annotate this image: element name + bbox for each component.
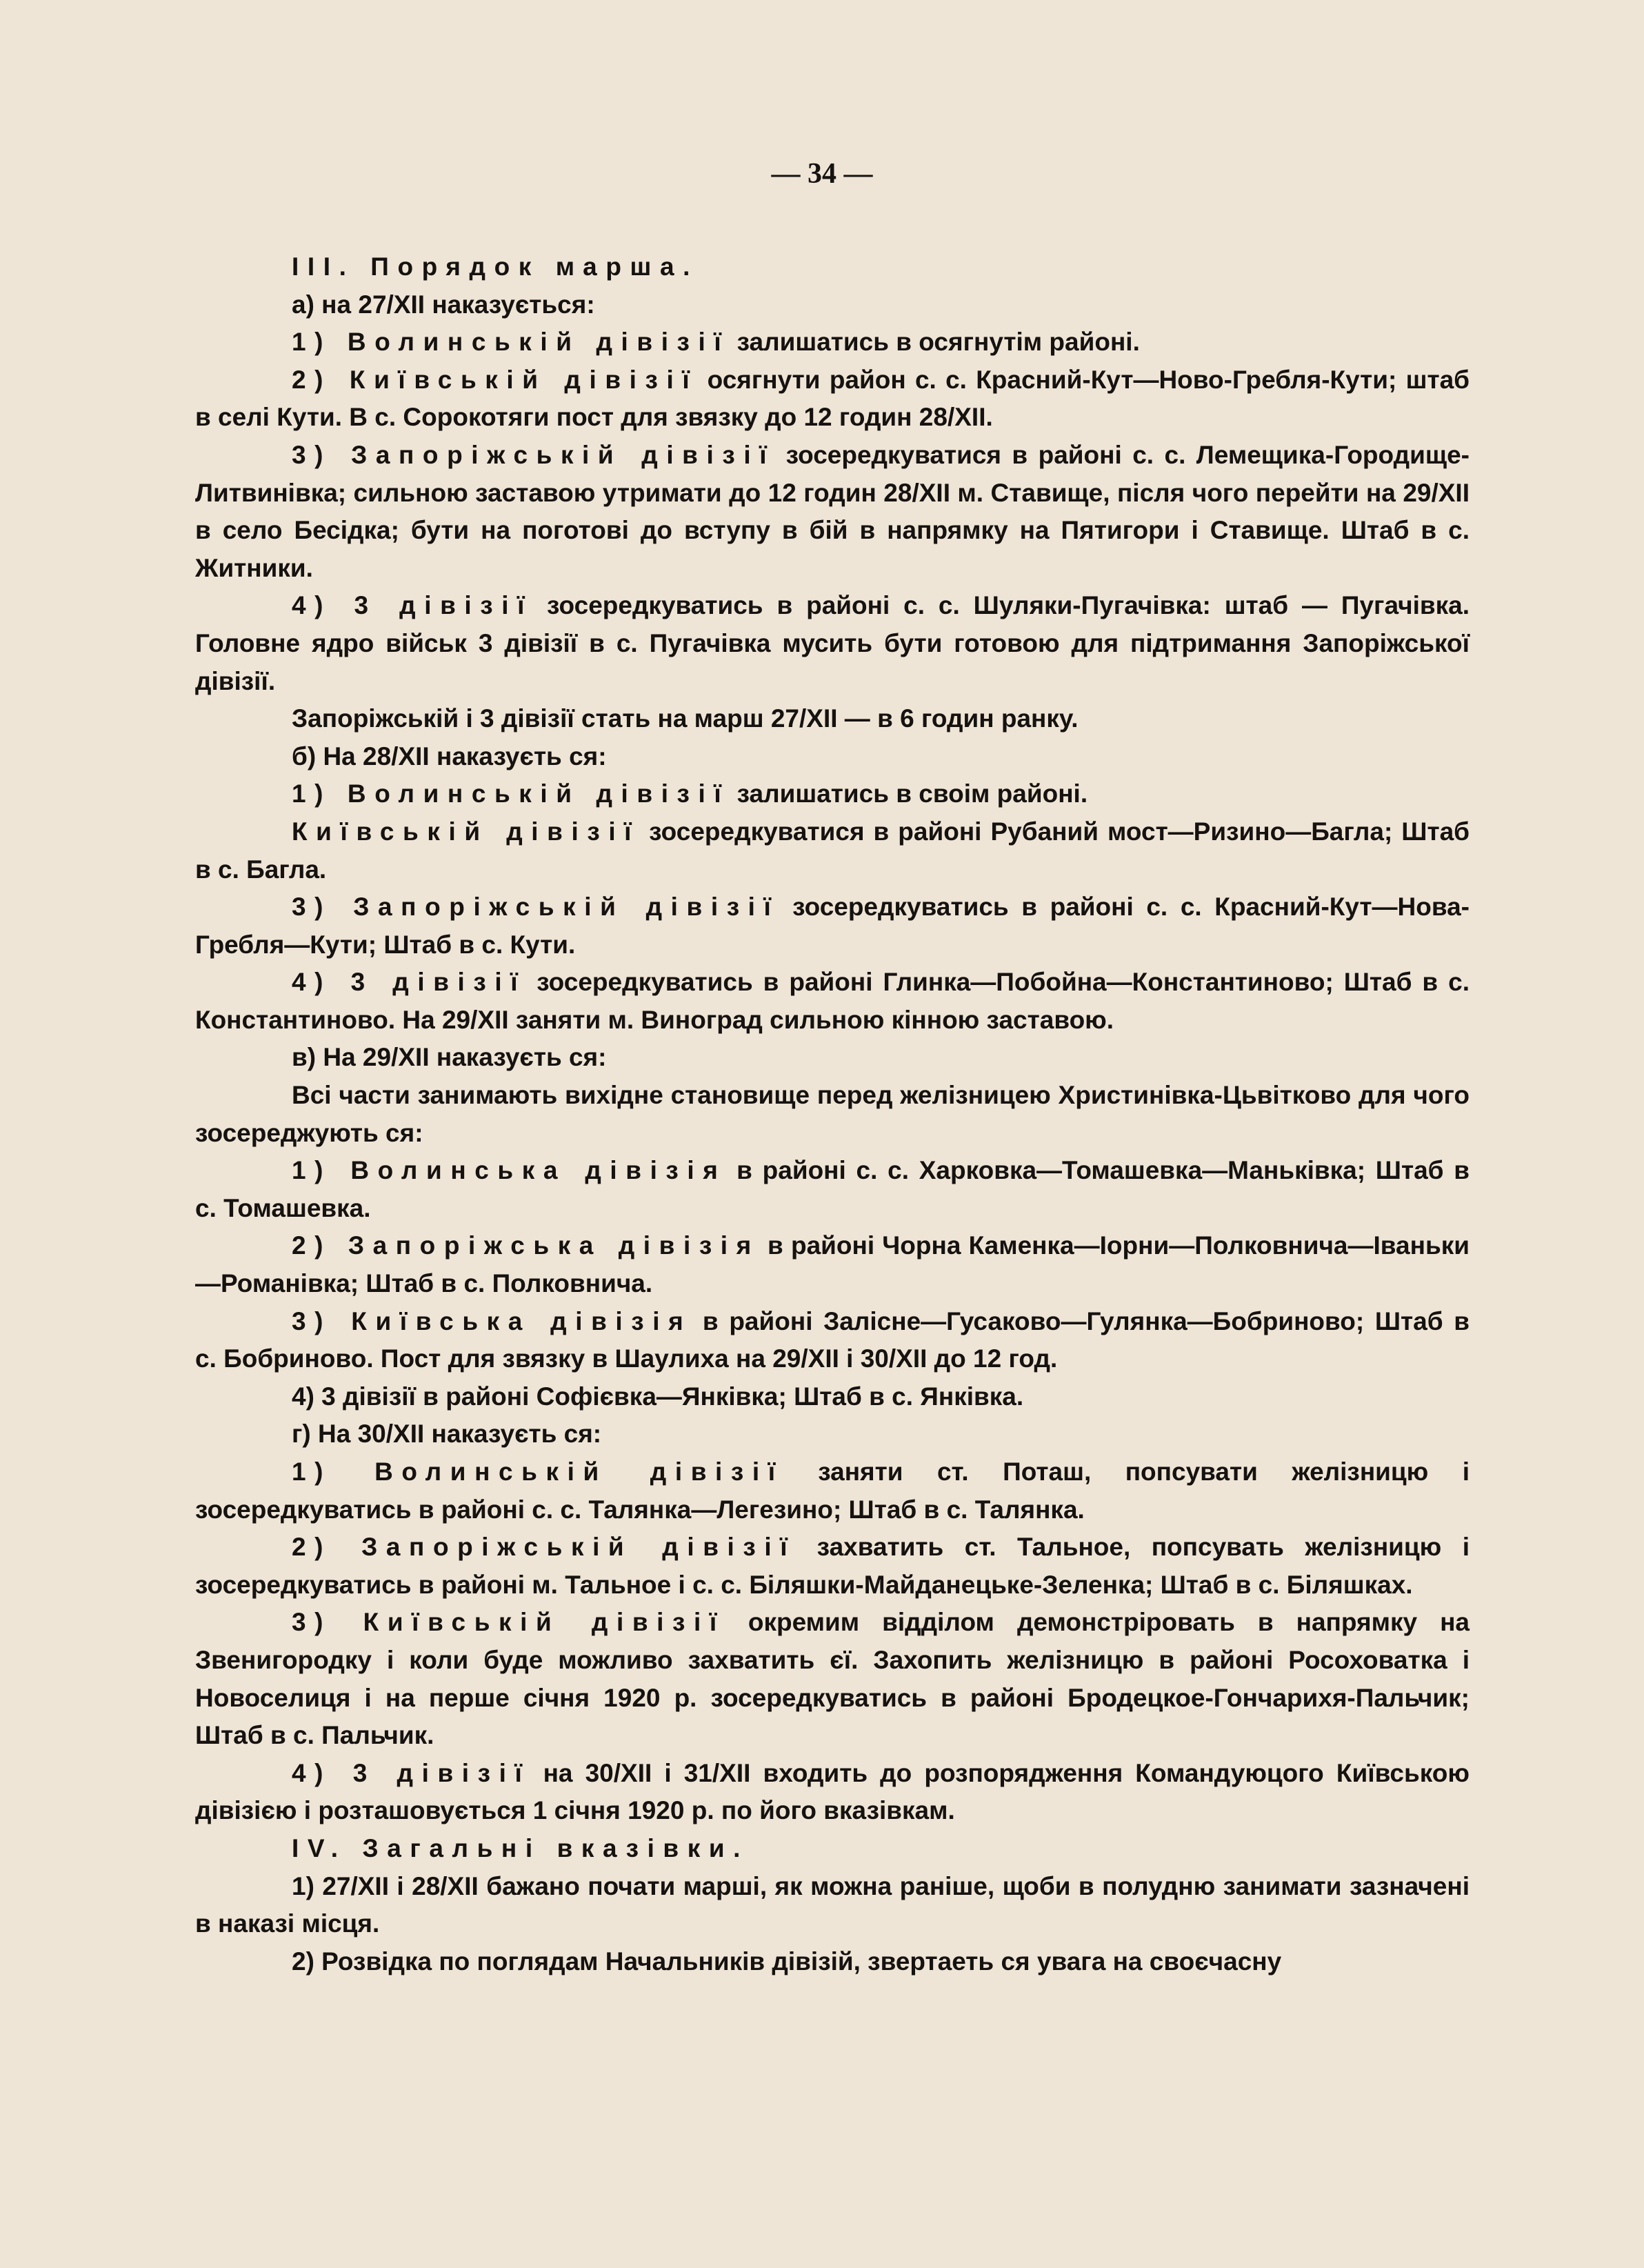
spaced-heading-text: 1) Волинській дівізії bbox=[292, 328, 730, 357]
paragraph-text: а) на 27/ХІІ наказується: bbox=[292, 290, 595, 319]
paragraph bbox=[195, 1755, 1470, 1830]
spaced-heading-text: 4) 3 дівізії bbox=[292, 591, 534, 620]
spaced-heading-text: Київській дівізії bbox=[292, 817, 641, 846]
spaced-heading-text: III. Порядок марша. bbox=[292, 252, 699, 281]
paragraph bbox=[195, 324, 1470, 361]
paragraph bbox=[195, 1152, 1470, 1227]
spaced-heading-text: 3) Запоріжській дівізії bbox=[292, 893, 780, 922]
paragraph-text: зосередкуватися в районі Рубаний мост—Ризино—Багла; Штаб в с. Багла. bbox=[195, 817, 1470, 884]
spaced-heading-text: 3) Київській дівізії bbox=[292, 1608, 725, 1637]
paragraph bbox=[195, 1943, 1470, 1981]
paragraph-text: осягнути район с. с. Красний-Кут—Ново-Гребля-Кути; штаб в селі Кути. В с. Сорокотяги пост для звязку до 12 годин 28/ХІІ. bbox=[195, 365, 1470, 432]
paragraph bbox=[195, 1868, 1470, 1943]
paragraph-text: окремим відділом демонстріровать в напрямку на Звенигородку і коли буде можливо захватить єї. Захопить желізницю в районі Росоховатка і Новоселиця і на перше січня 1920 р. зосередкуватись в районі Бродецкое-Гончарихя-Пальчик; Штаб в с. Пальчик. bbox=[195, 1608, 1470, 1750]
paragraph bbox=[195, 437, 1470, 587]
paragraph bbox=[195, 1227, 1470, 1302]
spaced-heading-text: 2) Запоріжська дівізія bbox=[292, 1231, 760, 1260]
paragraph-text: захватить ст. Тальное, попсувать желізницю і зосередкуватись в районі м. Тальное і с. с. Біляшки-Майданецьке-Зеленка; Штаб в с. Біляшках. bbox=[195, 1533, 1470, 1599]
paragraph bbox=[195, 286, 1470, 324]
paragraph bbox=[195, 1303, 1470, 1378]
paragraph-text: в районі Чорна Каменка—Іорни—Полковнича—Іваньки—Романівка; Штаб в с. Полковнича. bbox=[195, 1231, 1470, 1298]
paragraph bbox=[195, 700, 1470, 738]
paragraph-text: 2) Розвідка по поглядам Начальників дівізій, звертаеть ся увага на своєчасну bbox=[292, 1947, 1282, 1976]
paragraph bbox=[195, 738, 1470, 776]
spaced-heading-text: 2) Запоріжській дівізії bbox=[292, 1533, 796, 1562]
paragraph bbox=[195, 1529, 1470, 1604]
paragraph bbox=[195, 813, 1470, 888]
paragraph bbox=[195, 587, 1470, 700]
paragraph bbox=[195, 964, 1470, 1039]
paragraph bbox=[195, 248, 1470, 286]
paragraph-text: г) На 30/ХІІ наказуєть ся: bbox=[292, 1420, 602, 1449]
paragraph bbox=[195, 1378, 1470, 1416]
spaced-heading-text: 1) Волинська дівізія bbox=[292, 1156, 727, 1185]
paragraph bbox=[195, 1453, 1470, 1529]
paragraph-text: в районі с. с. Харковка—Томашевка—Маньківка; Штаб в с. Томашевка. bbox=[195, 1156, 1470, 1222]
paragraph bbox=[195, 775, 1470, 813]
spaced-heading-text: 1) Волинській дівізії bbox=[292, 1458, 784, 1486]
paragraph-text: зосередкуватись в районі с. с. Шуляки-Пугачівка: штаб — Пугачівка. Головне ядро військ 3 дівізії в с. Пугачівка мусить бути готовою для підтримання Запоріжської дівізії. bbox=[195, 591, 1470, 695]
paragraph-text: залишатись в осягнутім районі. bbox=[730, 328, 1140, 357]
spaced-heading-text: IV. Загальні вказівки. bbox=[292, 1833, 750, 1862]
paragraph-text: 4) 3 дівізії в районі Софієвка—Янківка; Штаб в с. Янківка. bbox=[292, 1382, 1024, 1411]
paragraph-text: 1) 27/ХІІ і 28/ХІІ бажано почати марші, як можна раніше, щоби в полудню занимати зазначені в наказі місця. bbox=[195, 1871, 1470, 1938]
spaced-heading-text: 3) Запоріжській дівізії bbox=[292, 440, 776, 469]
paragraph bbox=[195, 361, 1470, 437]
paragraph-text: б) На 28/ХІІ наказуєть ся: bbox=[292, 742, 607, 770]
paragraph-text: зосередкуватися в районі с. с. Лемещика-Городище-Литвинівка; сильною заставою утримати до 12 годин 28/ХІІ м. Ставище, після чого перейти на 29/ХІІ в село Бесідка; бути на поготові до вступу в бій в напрямку на Пятигори і Ставище. Штаб в с. Житники. bbox=[195, 440, 1470, 582]
paragraph bbox=[195, 1415, 1470, 1453]
paragraph-text: зосередкуватись в районі с. с. Красний-Кут—Нова-Гребля—Кути; Штаб в с. Кути. bbox=[195, 893, 1470, 959]
paragraph bbox=[195, 1077, 1470, 1152]
page-number: — 34 — bbox=[771, 158, 873, 190]
paragraph bbox=[195, 1039, 1470, 1077]
paragraph-text: на 30/ХІІ і 31/ХІІ входить до розпорядження Командуюцого Київською дівізією і розташовується 1 січня 1920 р. по його вказівкам. bbox=[195, 1758, 1470, 1825]
spaced-heading-text: 1) Волинській дівізії bbox=[292, 779, 730, 808]
paragraph-text: залишатись в своім районі. bbox=[730, 779, 1088, 808]
order-text bbox=[195, 248, 1470, 1980]
paragraph-text: в районі Залісне—Гусаково—Гулянка—Бобриново; Штаб в с. Бобриново. Пост для звязку в Шаулиха на 29/ХІІ і 30/ХІІ до 12 год. bbox=[195, 1306, 1470, 1373]
spaced-heading-text: 4) 3 дівізії bbox=[292, 1758, 531, 1787]
spaced-heading-text: 2) Київській дівізії bbox=[292, 365, 699, 394]
paragraph-text: в) На 29/ХІІ наказуєть ся: bbox=[292, 1043, 607, 1072]
spaced-heading-text: 4) 3 дівізії bbox=[292, 968, 527, 997]
paragraph bbox=[195, 1604, 1470, 1754]
paragraph-text: Запоріжській і 3 дівізії стать на марш 27/ХІІ — в 6 годин ранку. bbox=[292, 704, 1079, 733]
paragraph bbox=[195, 1830, 1470, 1868]
spaced-heading-text: 3) Київська дівізія bbox=[292, 1306, 692, 1335]
paragraph-text: заняти ст. Поташ, попсувати желізницю і зосередкуватись в районі с. с. Талянка—Легезино; Штаб в с. Талянка. bbox=[195, 1458, 1470, 1524]
paragraph-text: Всі части занимають вихідне становище перед желізницею Христинівка-Цьвітково для чого зосереджують ся: bbox=[195, 1081, 1470, 1147]
paragraph-text: зосередкуватись в районі Глинка—Побойна—Константиново; Штаб в с. Константиново. На 29/ХІІ заняти м. Виноград сильною кінною заставою. bbox=[195, 968, 1470, 1034]
paragraph bbox=[195, 888, 1470, 964]
